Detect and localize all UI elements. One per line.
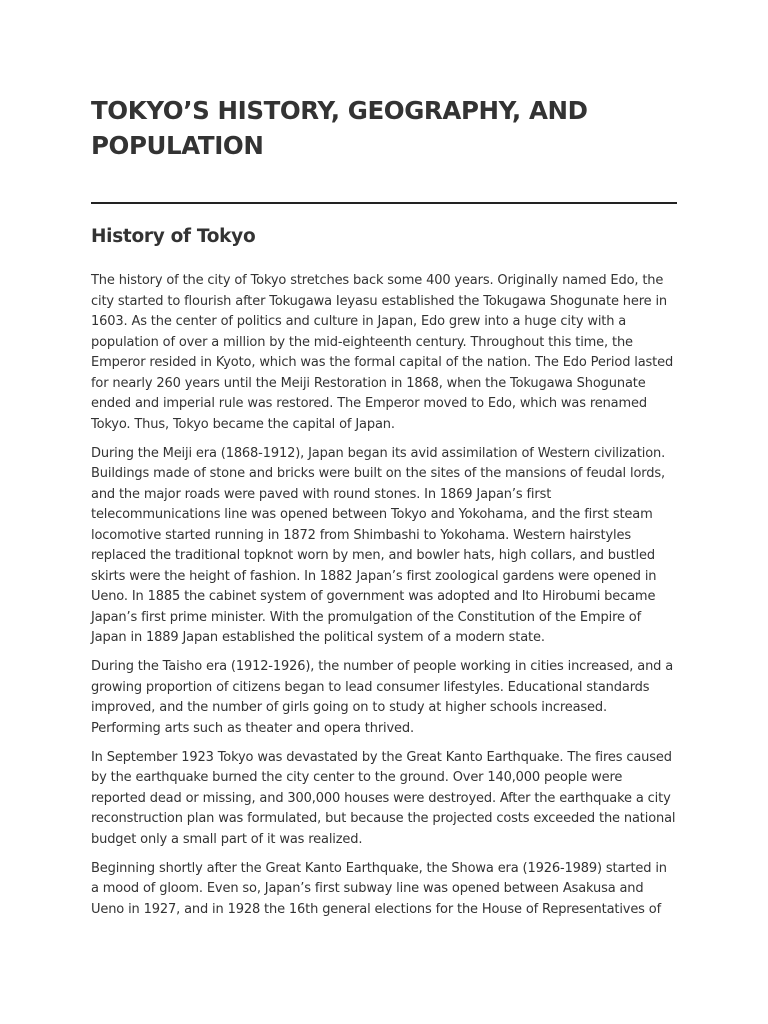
paragraph: Beginning shortly after the Great Kanto Earthquake, the Showa era (1926-1989) started in a mood of gloom. Even so, Japan’s first subway line was opened between Asakusa and Ueno in 1927, and in 1928 the 16th general elections for the House of Representatives of [91, 860, 667, 917]
document-page [91, 93, 677, 917]
paragraph: During the Taisho era (1912-1926), the number of people working in cities increased, and a growing proportion of citizens began to lead consumer lifestyles. Educational standards improved, and the number of girls going on to study at higher schools increased. Performing arts such as theater and opera thrived. [91, 659, 674, 736]
section-heading: History of Tokyo [91, 226, 256, 247]
title-divider [91, 202, 677, 204]
paragraph: During the Meiji era (1868-1912), Japan began its avid assimilation of Western civilization. Buildings made of stone and bricks were built on the sites of the mansions of feudal lords, and the major roads were paved with round stones. In 1869 Japan’s first telecommunications line was opened between Tokyo and Yokohama, and the first steam locomotive started running in 1872 from Shimbashi to Yokohama. Western hairstyles replaced the traditional topknot worn by men, and bowler hats, high collars, and bustled skirts were the height of fashion. In 1882 Japan’s first zoological gardens were opened in Ueno. In 1885 the cabinet system of government was adopted and Ito Hirobumi became Japan’s first prime minister. With the promulgation of the Constitution of the Empire of Japan in 1889 Japan established the political system of a modern state. [91, 445, 666, 645]
paragraph: In September 1923 Tokyo was devastated by the Great Kanto Earthquake. The fires caused by the earthquake burned the city center to the ground. Over 140,000 people were reported dead or missing, and 300,000 houses were destroyed. After the earthquake a city reconstruction plan was formulated, but because the projected costs exceeded the national budget only a small part of it was realized. [91, 749, 676, 847]
paragraph: The history of the city of Tokyo stretches back some 400 years. Originally named Edo, the city started to flourish after Tokugawa Ieyasu established the Tokugawa Shogunate here in 1603. As the center of politics and culture in Japan, Edo grew into a huge city with a population of over a million by the mid-eighteenth century. Throughout this time, the Emperor resided in Kyoto, which was the formal capital of the nation. The Edo Period lasted for nearly 260 years until the Meiji Restoration in 1868, when the Tokugawa Shogunate ended and imperial rule was restored. The Emperor moved to Edo, which was renamed Tokyo. Thus, Tokyo became the capital of Japan. [91, 273, 674, 432]
body-text [91, 271, 677, 929]
document-title: TOKYO’S HISTORY, GEOGRAPHY, AND POPULATION [91, 96, 588, 160]
